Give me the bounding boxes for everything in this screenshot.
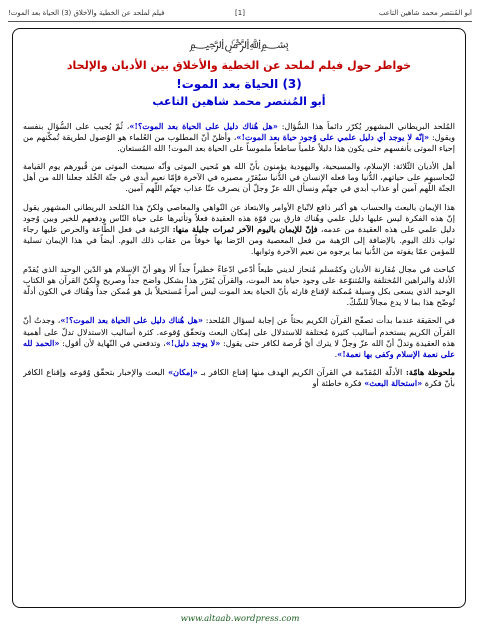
header-author: أبو المُنتصر محمد شاهين التاعب [378, 9, 472, 17]
article-series-title: خواطر حول فيلم لملحد عن الخطية والأخلاق بين الأديان والإلحاد [66, 59, 412, 72]
page-header [8, 6, 472, 20]
note-label: ملحوظة هامّة: [402, 366, 455, 377]
paragraph-6: ملحوظة هامّة: الأدلّة المُقدّمة في القرآن الكريم الهدف منها إقناع الكافر بـ «إمكان» البعث والإخبار بتحقّق وُقوعه وإقناع الكافر بأنّ فكرة «استحالة البعث» فكرة خاطئة أو [23, 366, 455, 388]
quoted-answer: «إنّه لا يوجد أي دليل علمي على وُجود حياة بعد الموت!» [236, 132, 430, 143]
quoted-question: «هل هُناك دليل على الحياة بعد الموت؟!» [60, 315, 203, 326]
quoted-term: «استحالة البعث» [364, 377, 423, 388]
quoted-term: «إمكان» [168, 366, 198, 377]
header-divider [8, 21, 472, 22]
footer-website-link[interactable]: www.altaab.wordpress.com [180, 614, 300, 624]
quoted-phrase: «لا يوجد دليل!» [165, 337, 221, 348]
paragraph-5: في الحقيقة عندما بدأت تصفّح القرآن الكريم بحثاً عن إجابة لسؤال المُلحد: «هل هُناك دليل على الحياة بعد الموت؟!»، وجدتُ أنّ القرآن الكريم يستخدم أساليب كثيرة مُختلفة للاستدلال على إمكان البعث وتحقّق وُقوعه. كثرة أساليب الاستدلال تدلّ على أهمية هذه العقيدة وتدلّ أنّ الله عزّ وجلّ لا يترك أيّ فُرصة لكافر حتى يقول: «لا يوجد دليل!»، وتدفعني في النّهاية لأن أقول: «الحمد لله على نعمة الإسلام وكفى بها نعمة!». [23, 315, 455, 359]
header-title: فيلم لملحد عن الخطية والأخلاق (3) الحياة بعد الموت! [8, 9, 165, 17]
article-author: أبو المُنتصر محمد شاهين التاعب [152, 95, 326, 108]
emphasis-text: فإنّ للإيمان باليوم الآخر ثمرات جليلة منها: [169, 223, 318, 234]
page-number: [1] [235, 9, 245, 17]
paragraph-1: المُلحد البريطاني المشهور يُكرّر دائماً هذا السُّؤال: «هل هُناك دليل على الحياة بعد الموت؟!»، ثُمّ يُجيب على السُّؤال بنفسه ويقول: «إنّه لا يوجد أي دليل علمي على وُجود حياة بعد الموت!»، وأظنّ أنّ المطلوب من العُلماء هو الوُصول لطريقة تُمكّنهم من إحياء الموتى بأنفسهم حتى يكون هذا دليلاً علمياً ساطعاً ملموساً على الحياة بعد الموت! الله المُستعان. [23, 121, 455, 154]
paragraph-4: كباحث في مجال مُقارنة الأديان وكمُسلم مُنحاز لديني طبعاً أدّعي ادّعاءً خطيراً جداً ألا وهو أنّ الإسلام هو الدّين الوحيد الذي يُقدّم الأدلة والبراهين المُختلفة والمُتنوّعة على وجود حياة بعد الموت، والقرآن يُقرّر هذا بشكل واضح جداً وصريح ولكنّ القرآن هو الكتاب الوحيد الذي يسعى بكل وسيلة مُمكنة لإقناع قارئه بأنّ الحياة بعد الموت ليس أمراً مُستحيلاً بل هو مُمكن جداً وهُناك في الكون أدلّة تُوضّح هذا بما لا يدع مجالاً للشّكّ. [23, 264, 455, 308]
content-frame [12, 28, 466, 608]
paragraph-3: هذا الإيمان بالبعث والحساب هو أكبر دافع لاتّباع الأوامر والابتعاد عن النّواهي والمعاصي ولكنّ هذا المُلحد البريطاني المشهور يقول إنّ هذه الفكرة ليس عليها دليل علمي وهُناك فارق بين قوّة هذه العقيدة فعلاً وتأثيرها على حياة النّاس ودفعهم للخير وبين وُجود دليل علمي على هذه العقيدة من عدمه، فإنّ للإيمان باليوم الآخر ثمرات جليلة منها: الرّغبة في فعل الطّاعة والحرص عليها رجاء ثواب ذلك اليوم. بالإضافة إلى الرّهبة من فعل المعصية ومن الرّضا بها خوفاً من عقاب ذلك اليوم. أيضاً في هذا الإيمان تسلية للمؤمن عمّا يفوته من الدُّنيا بما يرجوه من نعيم الآخرة وثوابها. [23, 201, 455, 256]
article-body [23, 121, 455, 599]
paragraph-2: أهل الأديان الثّلاثة: الإسلام، والمسيحية، واليهودية يؤمنون بأنّ الله هو مُحيي الموتى وأنّه سيبعث الموتى من قُبورهم يوم القيامة ليُحاسبهم على حياتهم، الدُّنيا وما فعله الإنسان في الدُّنيا سيُقرّر مصيره في الآخرة فإمّا نعيم أبدي في جنّة الخُلد جعلنا الله من أهل الجنّة اللّهم آمين أو عذاب أبدي في جهنّم ونسأل الله عزّ وجلّ أن يصرف عنّا عذاب جهنّم اللّهم آمين. [23, 161, 455, 194]
quoted-question: «هل هُناك دليل على الحياة بعد الموت؟!» [129, 121, 278, 131]
basmala: ﷽ [189, 37, 289, 52]
article-title: (3) الحياة بعد الموت! [176, 77, 302, 91]
quoted-phrase: «الحمد لله على نعمة الإسلام وكفى بها نعمة!» [23, 337, 455, 359]
